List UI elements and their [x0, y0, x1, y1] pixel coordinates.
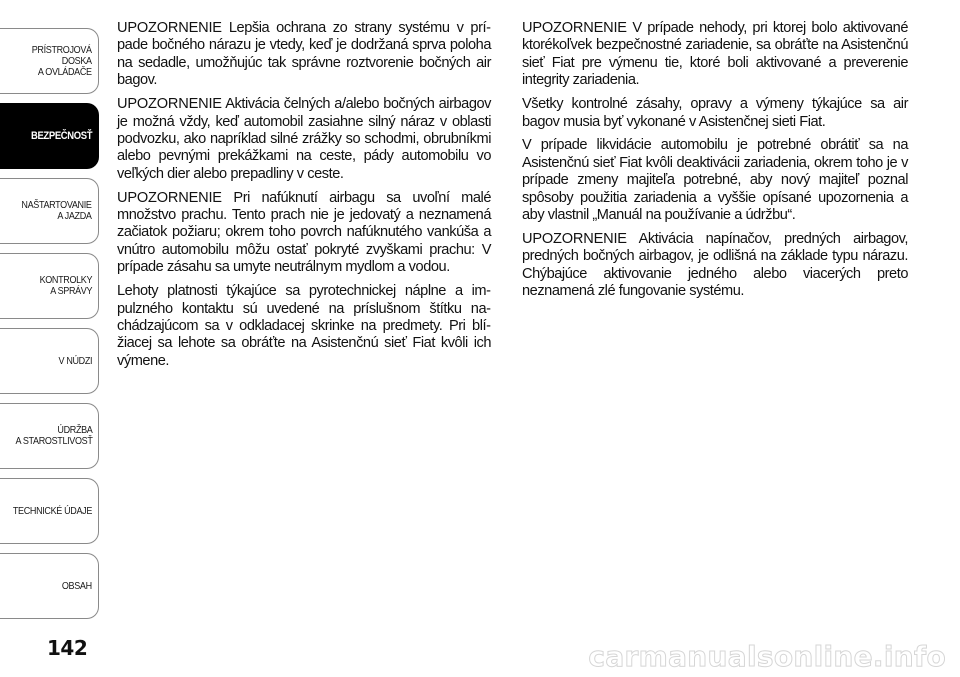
- paragraph: [117, 283, 491, 370]
- right-text-column: [522, 20, 908, 307]
- paragraph-text: Pri nafúknutí airbagu sa uvoľní malé množstvo prachu. Tento prach nie je jedovatý a neznamená začiatok požiaru; okrem toho povrch nafúknutého vankúša a vnútro automobilu môžu ostať pokryté zvyškami prachu: V prípade zásahu sa umyte neutrálnym mydlom a vodou.: [117, 189, 491, 276]
- page-number: 142: [47, 636, 88, 660]
- tab-label: BEZPEČNOSŤ: [30, 129, 92, 142]
- tab-pristrojova-doska[interactable]: [0, 28, 99, 94]
- paragraph: [522, 20, 908, 90]
- left-text-column: [117, 20, 491, 377]
- tab-label: ÚDRŽBA A STAROSTLIVOSŤ: [15, 424, 92, 447]
- tab-technicke-udaje[interactable]: [0, 478, 99, 544]
- tab-label: NAŠTARTOVANIE A JAZDA: [21, 199, 92, 222]
- warning-lead: UPOZORNENIE: [522, 230, 627, 247]
- tab-label: OBSAH: [62, 579, 92, 592]
- tab-bezpecnost[interactable]: [0, 103, 99, 169]
- paragraph-text: V prípade nehody, pri ktorej bolo aktivované ktorékoľvek bezpečnostné zariadenie, sa obráťte na Asistenčnú sieť Fiat pre výmenu tie, ktoré boli aktivované a preverenie integrity zariadenia.: [522, 20, 908, 89]
- tab-kontrolky[interactable]: [0, 253, 99, 319]
- paragraph-text: Aktivácia napínačov, predných airbagov, predných bočných airbagov, je odlišná na základe typu nárazu. Chýbajúce aktivovanie jedného alebo viacerých preto neznamená zlé fungovanie systému.: [522, 230, 908, 300]
- paragraph-text: Lepšia ochrana zo strany systému v prípade bočného nárazu je vtedy, keď je dodržaná sprva poloha na sedadle, umožňujúc tak správne roztvorenie bočných air bagov.: [117, 20, 491, 89]
- tab-label: TECHNICKÉ ÚDAJE: [12, 504, 93, 517]
- paragraph: [117, 20, 491, 90]
- paragraph-text: Lehoty platnosti týkajúce sa pyrotechnickej náplne a impulzného kontaktu sú uvedené na príslušnom štítku nachádzajúcom sa v odkladacej skrinke na predmety. Pri blížiacej sa lehote sa obráťte na Asistenčnú sieť Fiat kvôli ich výmene.: [117, 283, 491, 369]
- tab-label: PRÍSTROJOVÁ DOSKA A OVLÁDAČE: [32, 43, 92, 78]
- warning-lead: UPOZORNENIE: [117, 189, 222, 206]
- tab-label: KONTROLKY A SPRÁVY: [39, 274, 92, 297]
- tab-label: V NÚDZI: [58, 354, 92, 367]
- paragraph: [522, 231, 908, 301]
- paragraph: [522, 96, 908, 131]
- warning-lead: UPOZORNENIE: [117, 20, 222, 36]
- paragraph-text: V prípade likvidácie automobilu je potrebné obrátiť sa na Asistenčnú sieť Fiat kvôli deaktivácii zariadenia, okrem toho je v prípade zmeny majiteľa potrebné, aby nový majiteľ poznal spôsoby použitia zariadenia a vyššie opísané upozornenia a aby vlastnil „Manuál na používanie a údržbu“.: [522, 137, 908, 224]
- paragraph: [117, 96, 491, 183]
- tab-v-nudzi[interactable]: [0, 328, 99, 394]
- paragraph-text: Všetky kontrolné zásahy, opravy a výmeny týkajúce sa air bagov musia byť vykonané v Asistenčnej sieti Fiat.: [522, 96, 908, 130]
- warning-lead: UPOZORNENIE: [117, 96, 222, 113]
- paragraph-text: Aktivácia čelných a/alebo bočných airbagov je možná vždy, keď automobil zasiahne silný náraz v oblasti podvozku, ako napríklad silné zrážky so schodmi, obrubníkmi alebo pevnými prekážkami na ceste, pády automobilu vo veľkých dier alebo prepadliny v ceste.: [117, 96, 491, 182]
- tab-obsah[interactable]: [0, 553, 99, 619]
- paragraph: [522, 137, 908, 224]
- tab-udrzba[interactable]: [0, 403, 99, 469]
- watermark: carmanualsonline.info: [588, 640, 946, 673]
- tab-nastartovanie[interactable]: [0, 178, 99, 244]
- paragraph: [117, 190, 491, 277]
- warning-lead: UPOZORNENIE: [522, 20, 627, 36]
